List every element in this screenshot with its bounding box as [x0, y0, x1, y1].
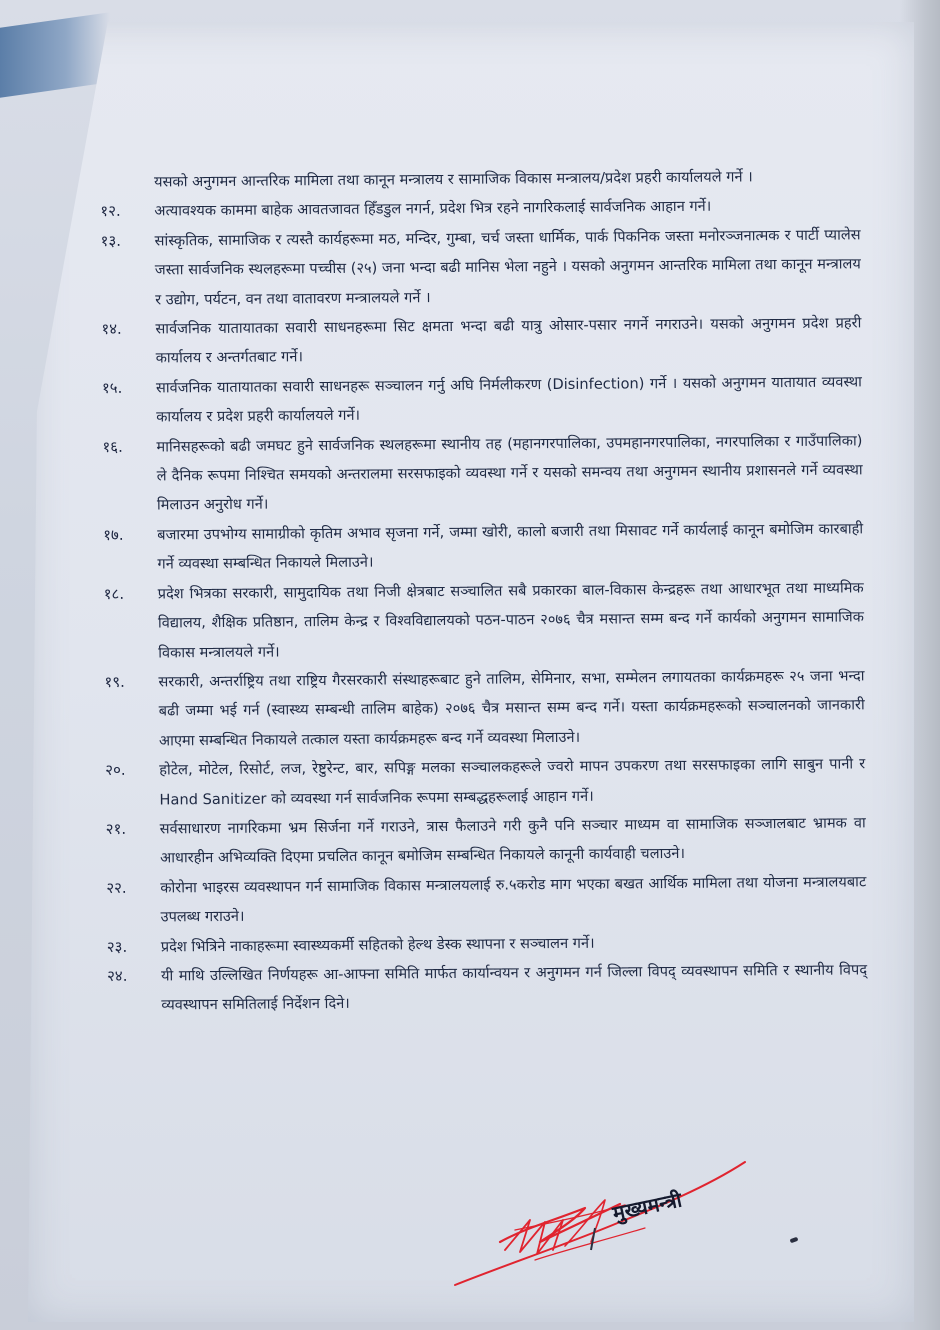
decision-item [105, 749, 865, 814]
decision-number: १९. [104, 672, 125, 691]
decision-text: प्रदेश भित्रका सरकारी, सामुदायिक तथा निजी क्षेत्रबाट सञ्चालित सबै प्रकारका बाल-विकास केन्द्रहरू तथा आधारभूत तथा माध्यमिक विद्यालय, शैक्षिक प्रतिष्ठान, तालिम केन्द्र र विश्वविद्यालयको पठन-पाठन २०७६ चैत्र मसान्त सम्म बन्द गर्ने कार्यको अनुगमन सामाजिक विकास मन्त्रालयले गर्ने। [157, 579, 865, 662]
decision-number: २१. [105, 819, 127, 838]
decision-item [102, 367, 862, 432]
decision-text: मानिसहरूको बढी जमघट हुने सार्वजनिक स्थलहरूमा स्थानीय तह (महानगरपालिका, उपमहानगरपालिका, नगरपालिका र गाउँपालिका) ले दैनिक रूपमा निश्चित समयको अन्तरालमा सरसफाइको व्यवस्था गर्ने र यसको समन्वय तथा अनुगमन स्थानीय प्रशासनले गर्ने व्यवस्था मिलाउन अनुरोध गर्ने। [156, 432, 863, 514]
decision-item [101, 220, 862, 315]
decision-number: १५. [101, 378, 123, 397]
document-body [100, 161, 867, 1020]
intro-paragraph: यसको अनुगमन आन्तरिक मामिला तथा कानून मन्त्रालय र सामाजिक विकास मन्त्रालय/प्रदेश प्रहरी कार्यालयले गर्ने । [154, 168, 753, 191]
decision-item [104, 573, 865, 668]
decision-number: १७. [103, 525, 124, 544]
decision-number: १६. [102, 437, 123, 456]
decision-number: १४. [101, 319, 122, 339]
decision-number: १८. [103, 584, 125, 603]
decision-text: सरकारी, अन्तर्राष्ट्रिय तथा राष्ट्रिय गैरसरकारी संस्थाहरूबाट हुने तालिम, सेमिनार, सभा, सम्मेलन लगायतका कार्यक्रमहरू २५ जना भन्दा बढी जम्मा भई गर्न (स्वास्थ्य सम्बन्धी तालिम बाहेक) २०७६ चैत्र मसान्त सम्म बन्द गर्ने। यस्ता कार्यक्रमहरूको सञ्चालनको जानकारी आएमा सम्बन्धित निकायले तत्काल यस्ता कार्यक्रमहरू बन्द गर्ने व्यवस्था मिलाउने। [158, 667, 865, 750]
decision-text: प्रदेश भित्रिने नाकाहरूमा स्वास्थ्यकर्मी सहितको हेल्थ डेस्क स्थापना र सञ्चालन गर्ने। [160, 934, 595, 956]
decision-text: होटेल, मोटेल, रिसोर्ट, लज, रेष्टुरेन्ट, बार, सपिङ्ग मलका सञ्चालकहरूले ज्वरो मापन उपकरण तथा सरसफाइका लागि साबुन पानी र Hand Sanitizer को व्यवस्था गर्न सार्वजनिक रूपमा सम्बद्धहरूलाई आहान गर्ने। [159, 755, 866, 809]
decision-item [106, 867, 866, 932]
decision-text: यी माथि उल्लिखित निर्णयहरू आ-आफ्ना समिति मार्फत कार्यान्वयन र अनुगमन गर्न जिल्ला विपद् व्यवस्थापन समिति र स्थानीय विपद् व्यवस्थापन समितिलाई निर्देशन दिने। [160, 961, 868, 1014]
decision-number: १२. [100, 202, 121, 221]
decision-number: २३. [106, 937, 128, 956]
decision-number: २०. [105, 760, 126, 780]
decision-item [106, 808, 866, 873]
decision-text: सार्वजनिक यातायातका सवारी साधनहरूमा सिट क्षमता भन्दा बढी यात्रु ओसार-पसार नगर्ने नगराउने। यसको अनुगमन प्रदेश प्रहरी कार्यालय र अन्तर्गतबाट गर्ने। [155, 314, 862, 367]
decision-text: कोरोना भाइरस व्यवस्थापन गर्न सामाजिक विकास मन्त्रालयलाई रु.५करोड माग भएका बखत आर्थिक मामिला तथा योजना मन्त्रालयबाट उपलब्ध गराउने। [160, 873, 867, 926]
decision-item [102, 426, 863, 521]
decision-text: सांस्कृतिक, सामाजिक र त्यस्तै कार्यहरूमा मठ, मन्दिर, गुम्बा, चर्च जस्ता धार्मिक, पार्क पिकनिक जस्ता मनोरञ्जनात्मक र पार्टी प्यालेस जस्ता सार्वजनिक स्थलहरूमा पच्चीस (२५) जना भन्दा बढी मानिस भेला नहुने । यसको अनुगमन आन्तरिक मामिला तथा कानून मन्त्रालय र उद्योग, पर्यटन, वन तथा वातावरण मन्त्रालयले गर्ने । [154, 226, 861, 309]
decision-item [103, 514, 863, 579]
decision-number: १३. [100, 231, 122, 250]
decision-text: बजारमा उपभोग्य सामाग्रीको कृतिम अभाव सृजना गर्ने, जम्मा खोरी, कालो बजारी तथा मिसावट गर्ने कार्यलाई कानून बमोजिम कारबाही गर्ने व्यवस्था सम्बन्धित निकायले मिलाउने। [157, 520, 864, 573]
decision-item [107, 955, 867, 1020]
decision-item [101, 308, 861, 373]
signature [445, 1150, 765, 1300]
signature-title: मुख्यमन्त्री [610, 1187, 684, 1226]
decision-text: सर्वसाधारण नागरिकमा भ्रम सिर्जना गर्ने गराउने, त्रास फैलाउने गरी कुनै पनि सञ्चार माध्यम वा सामाजिक सञ्जालबाट भ्रामक वा आधारहीन अभिव्यक्ति दिएमा प्रचलित कानून बमोजिम सम्बन्धित निकायले कानूनी कार्यवाही चलाउने। [159, 814, 866, 867]
decision-text: अत्यावश्यक काममा बाहेक आवतजावत हिँडडुल नगर्न, प्रदेश भित्र रहने नागरिकलाई सार्वजनिक आहान गर्ने। [154, 198, 712, 220]
decision-text: सार्वजनिक यातायातका सवारी साधनहरू सञ्चालन गर्नु अघि निर्मलीकरण (Disinfection) गर्ने । यसको अनुगमन यातायात व्यवस्था कार्यालय र प्रदेश प्रहरी कार्यालयले गर्ने। [155, 373, 862, 426]
decision-list [100, 191, 867, 1021]
decision-number: २४. [106, 966, 128, 985]
decision-item [104, 661, 865, 756]
decision-number: २२. [106, 878, 127, 897]
